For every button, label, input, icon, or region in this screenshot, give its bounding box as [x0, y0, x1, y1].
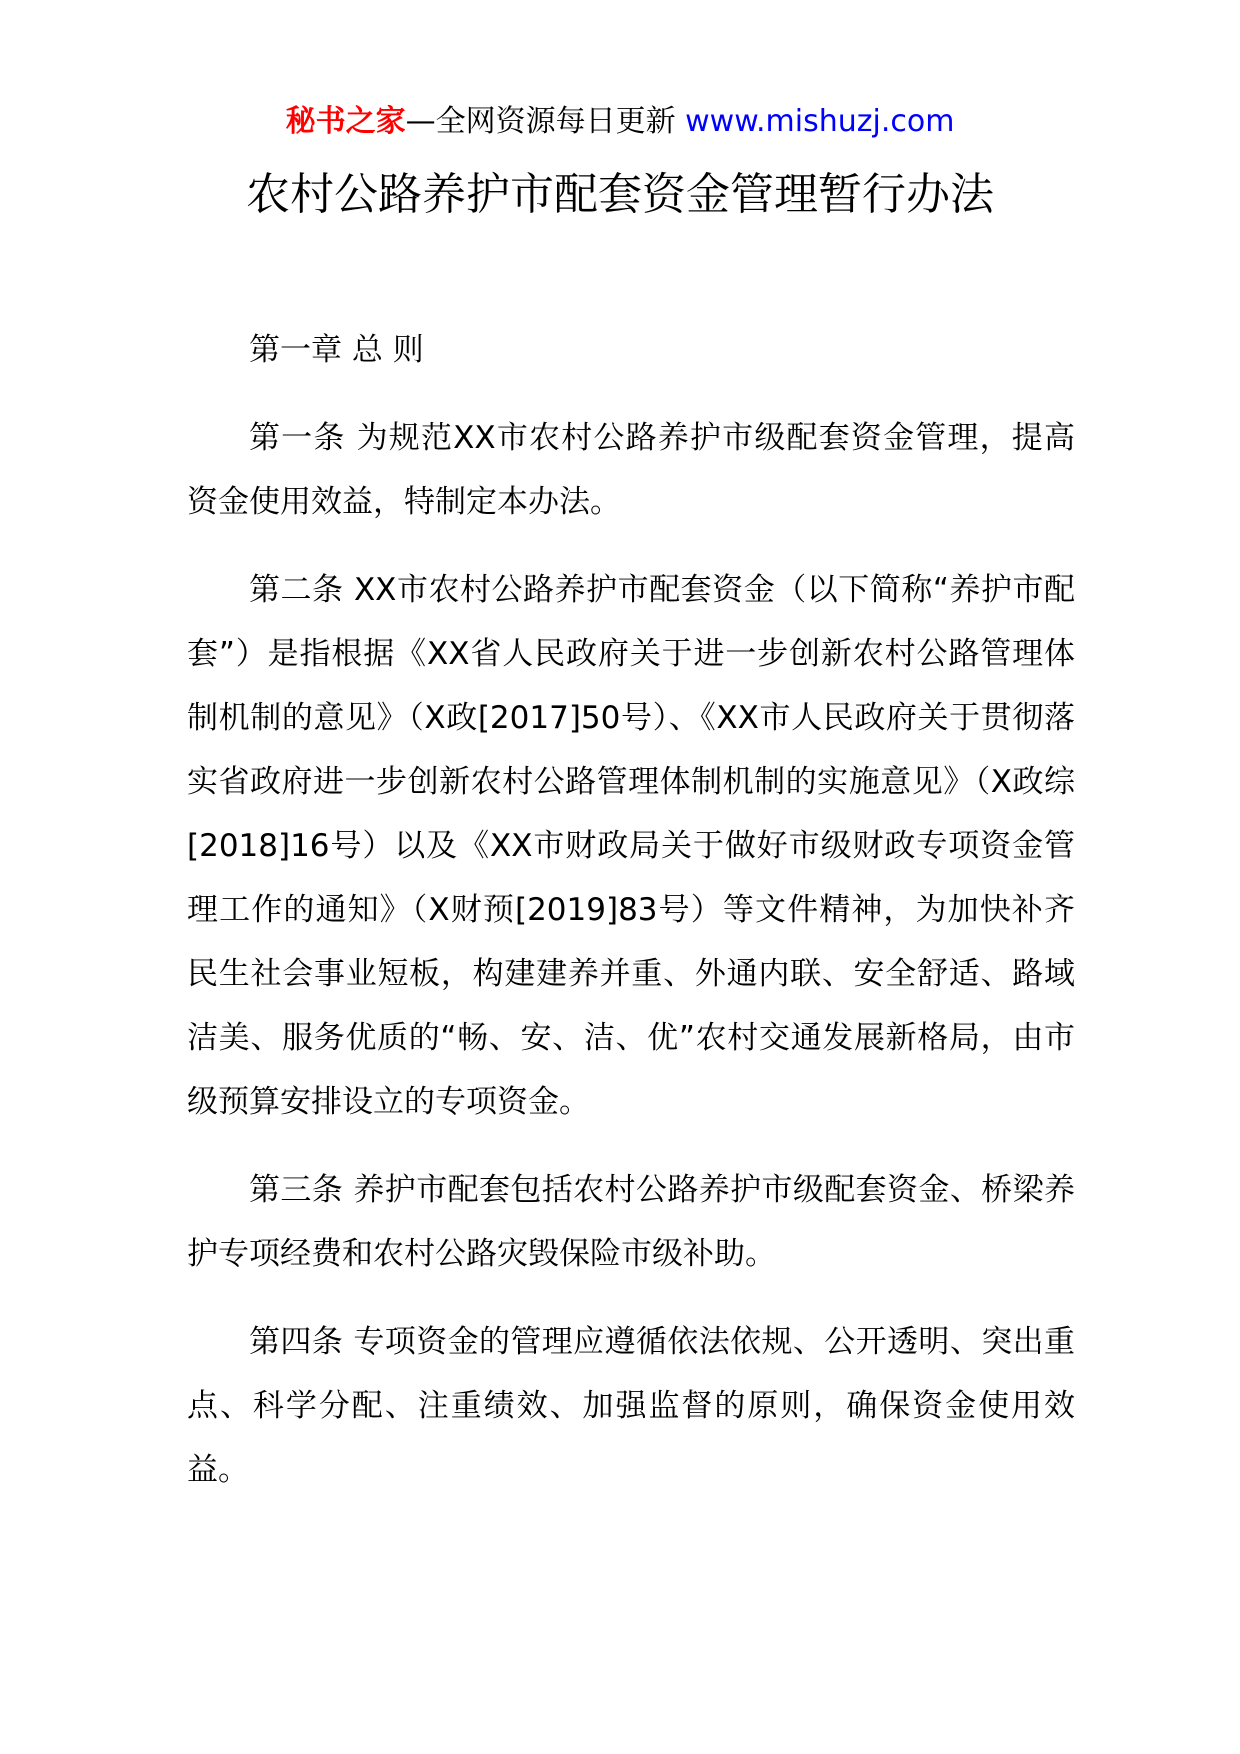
article-4: 第四条 专项资金的管理应遵循依法依规、公开透明、突出重点、科学分配、注重绩效、加强监督的原则，确保资金使用效益。 — [187, 1324, 1075, 1488]
article-2: 第二条 XX市农村公路养护市配套资金（以下简称“养护市配套”）是指根据《XX省人民政府关于进一步创新农村公路管理体制机制的意见》（X政[2017]50号）、《XX市人民政府关于贯彻落实省政府进一步创新农村公路管理体制机制的实施意见》（X政综[2018]16号）以及《XX市财政局关于做好市级财政专项资金管理工作的通知》（X财预[2019]83号）等文件精神，为加快补齐民生社会事业短板，构建建养并重、外通内联、安全舒适、路域洁美、服务优质的“畅、安、洁、优”农村交通发展新格局，由市级预算安排设立的专项资金。 — [187, 572, 1075, 1120]
site-url-link[interactable]: www.mishuzj.com — [685, 104, 955, 139]
site-tagline: —全网资源每日更新 — [405, 104, 676, 139]
article-3: 第三条 养护市配套包括农村公路养护市级配套资金、桥梁养护专项经费和农村公路灾毁保险市级补助。 — [187, 1172, 1075, 1272]
article-1: 第一条 为规范XX市农村公路养护市级配套资金管理，提高资金使用效益，特制定本办法。 — [187, 420, 1075, 520]
site-header — [0, 102, 1240, 142]
document-title: 农村公路养护市配套资金管理暂行办法 — [246, 169, 994, 220]
document-body — [187, 318, 1075, 1526]
chapter-heading: 第一章 总 则 — [249, 332, 424, 368]
brand-name: 秘书之家 — [285, 104, 406, 139]
